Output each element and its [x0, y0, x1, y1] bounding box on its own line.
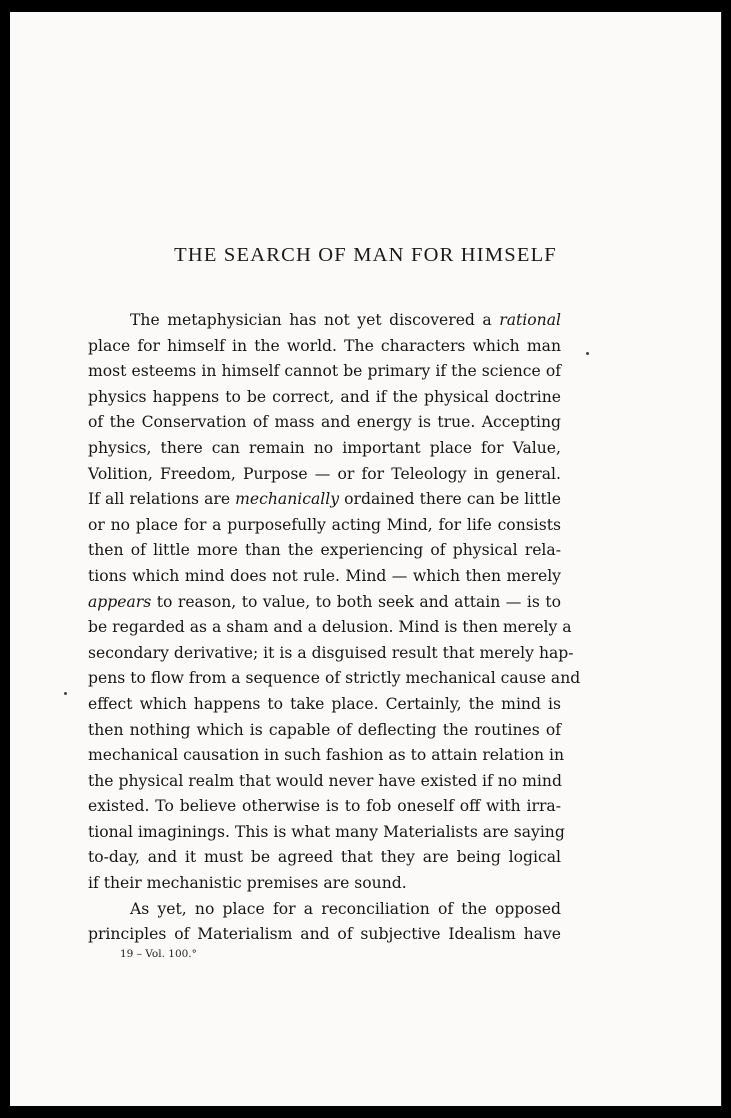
line-text: tions which mind does not rule. Mind — which then merely [88, 566, 561, 585]
scan-speck [586, 352, 589, 355]
line-text: to reason, to value, to both seek and attain — is to [151, 592, 561, 611]
text-line [88, 513, 561, 539]
text-line [88, 871, 561, 897]
line-text: principles of Materialism and of subjective Idealism have [88, 925, 561, 944]
line-text: pens to flow from a sequence of strictly mechanical cause and [88, 669, 581, 688]
line-text: most esteems in himself cannot be primary if the science of [88, 362, 561, 381]
line-text: mechanical causation in such fashion as to attain relation in [88, 746, 564, 765]
line-text: ordained there can be little [339, 490, 562, 509]
emphasis-text: rational [499, 311, 561, 329]
line-text: to-day, and it must be agreed that they are being logical [88, 848, 561, 867]
line-text: secondary derivative; it is a disguised result that merely hap- [88, 643, 574, 662]
text-line [88, 666, 581, 692]
text-line [88, 564, 561, 590]
line-text: existed. To believe otherwise is to fob oneself off with irra- [88, 797, 561, 816]
text-line [88, 308, 561, 334]
emphasis-text: appears [88, 592, 152, 611]
text-line [88, 794, 561, 820]
line-text: then nothing which is capable of deflecting the routines of [88, 720, 561, 739]
document-page [10, 12, 722, 1106]
text-line [88, 334, 561, 360]
text-line [88, 487, 561, 513]
line-text: effect which happens to take place. Certainly, the mind is [88, 694, 561, 713]
text-line [88, 641, 574, 667]
text-line [88, 410, 561, 436]
text-line [88, 922, 561, 948]
text-line [88, 820, 565, 846]
line-text: As yet, no place for a reconciliation of the opposed [130, 899, 561, 918]
emphasis-text: mechanically [235, 490, 340, 509]
line-text: be regarded as a sham and a delusion. Mind is then merely a [88, 618, 572, 637]
text-line [88, 385, 561, 411]
signature-mark: 19 – Vol. 100.° [120, 948, 197, 960]
line-text: then of little more than the experiencing of physical rela- [88, 541, 561, 560]
line-text: place for himself in the world. The characters which man [88, 336, 561, 355]
line-text: if their mechanistic premises are sound. [88, 874, 407, 893]
text-line [88, 436, 561, 462]
line-text: The metaphysician has not yet discovered a [130, 311, 500, 329]
text-line [88, 845, 561, 871]
text-line [88, 897, 561, 923]
body-text [88, 308, 581, 948]
scan-speck [64, 692, 67, 695]
text-line [88, 462, 561, 488]
line-text: If all relations are [88, 490, 236, 509]
text-line [88, 538, 561, 564]
line-text: physics, there can remain no important place for Value, [88, 438, 561, 457]
line-text: the physical realm that would never have existed if no mind [88, 771, 562, 790]
line-text: Volition, Freedom, Purpose — or for Teleology in general. [88, 464, 561, 483]
line-text: or no place for a purposefully acting Mind, for life consists [88, 515, 561, 534]
text-line [88, 692, 561, 718]
text-line [88, 769, 561, 795]
line-text: of the Conservation of mass and energy is true. Accepting [88, 413, 561, 432]
chapter-title: THE SEARCH OF MAN FOR HIMSELF [174, 244, 557, 266]
line-text: tional imaginings. This is what many Materialists are saying [88, 822, 565, 841]
text-line [88, 718, 561, 744]
text-line [88, 359, 561, 385]
text-line [88, 590, 561, 616]
text-line [88, 743, 564, 769]
line-text: physics happens to be correct, and if the physical doctrine [88, 387, 561, 406]
text-line [88, 615, 572, 641]
